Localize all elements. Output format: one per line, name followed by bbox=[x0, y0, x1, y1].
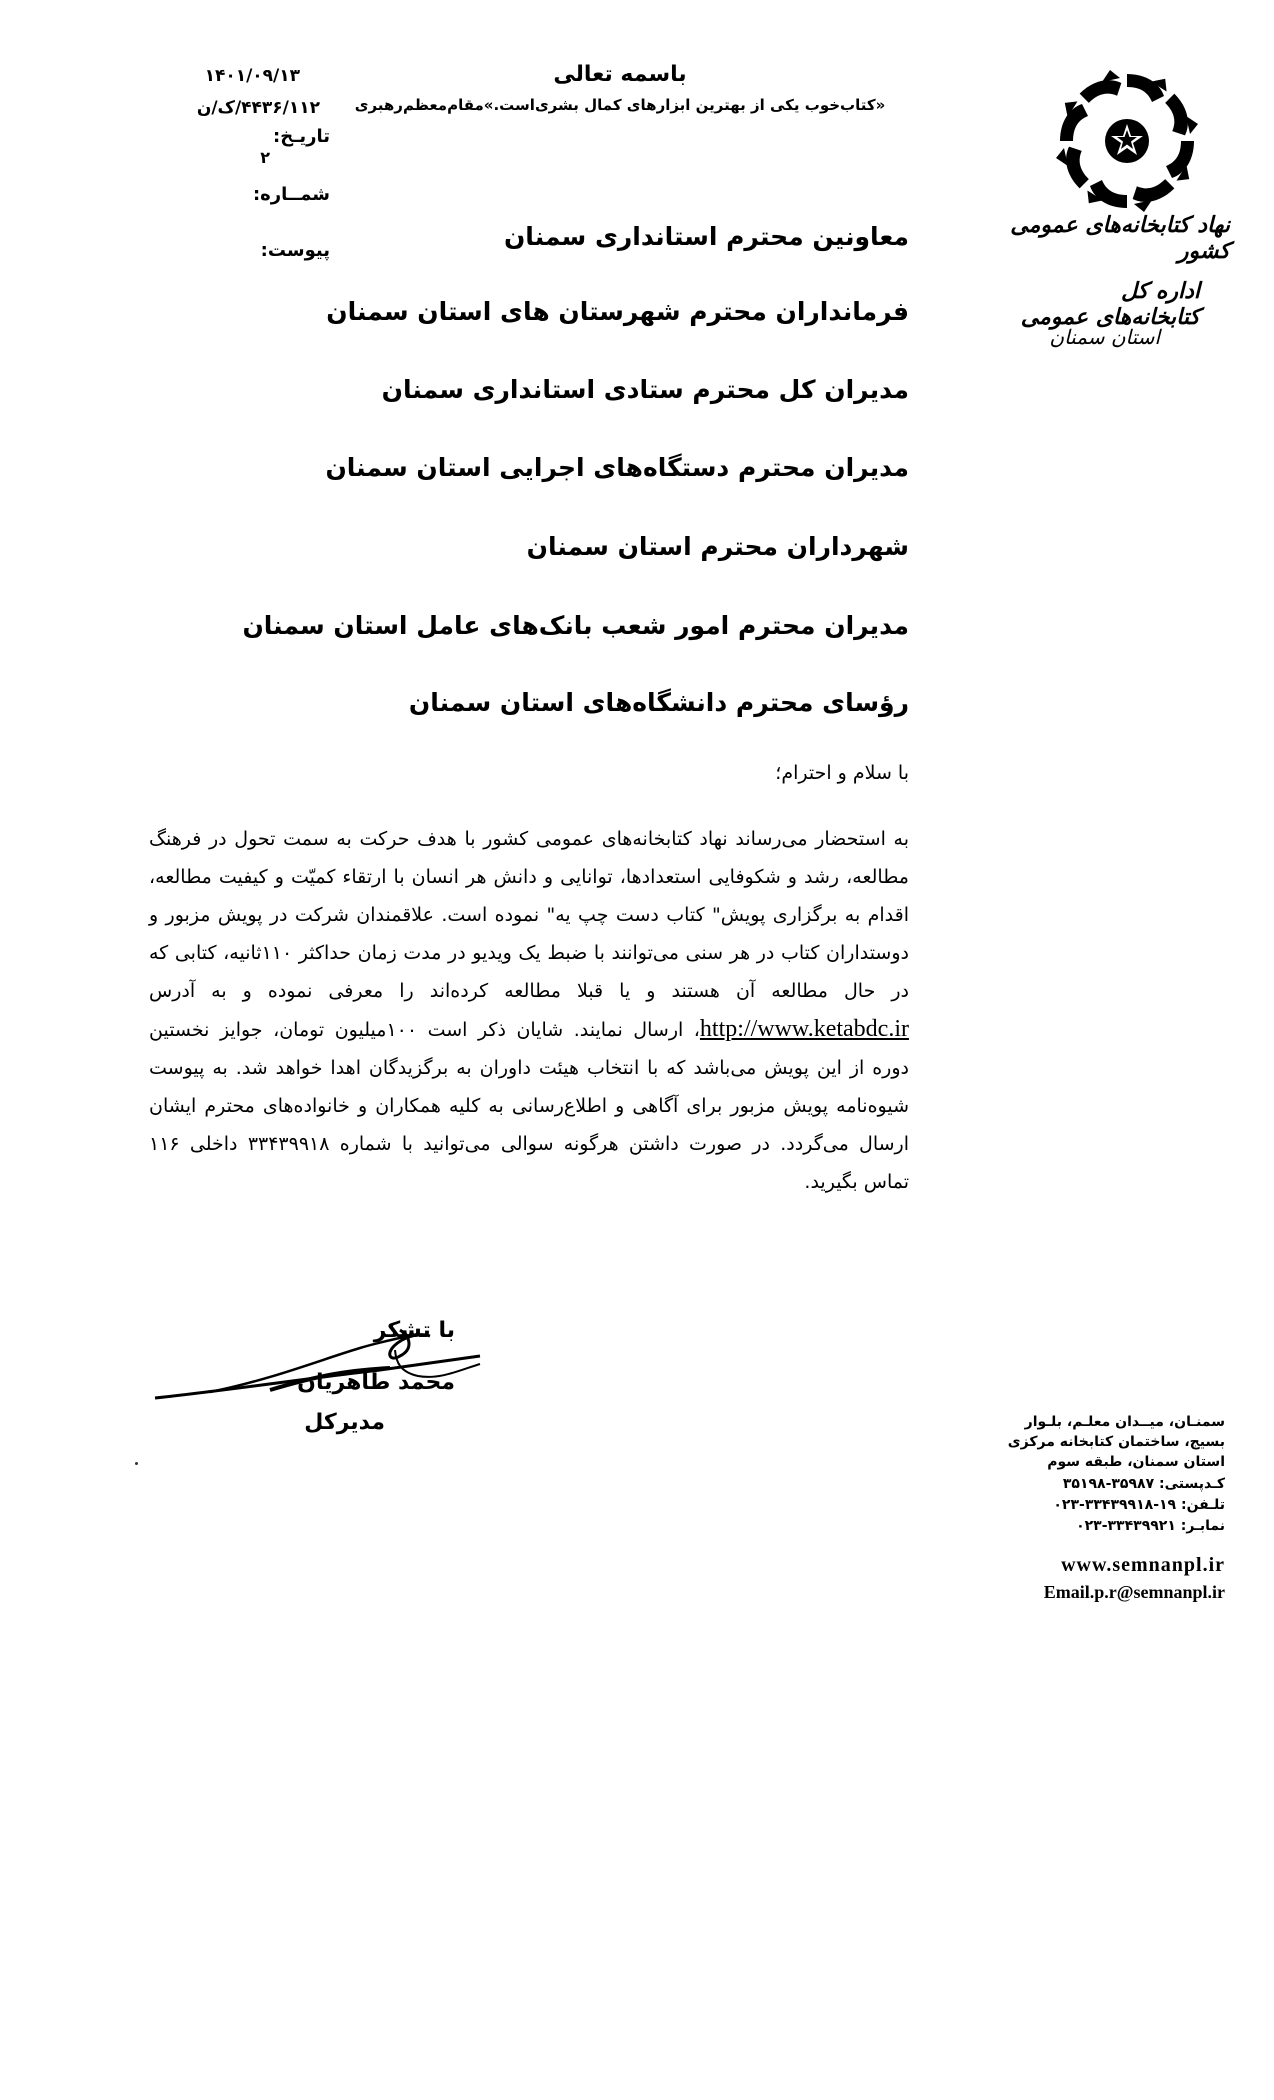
recipient-line: معاونین محترم استانداری سمنان bbox=[503, 222, 909, 251]
body-text-part2: ، ارسال نمایند. شایان ذکر است ۱۰۰میلیون تومان، جوایز نخستین دوره از این پویش می‌باشد که با انتخاب هیئت داوران به برگزیدگان اهدا خواهد شد. به پیوست شیوه‌نامه پویش مزبور برای آگاهی و اطلاع‌رسانی به کلیه همکاران و خانواده‌های محترم ایشان ارسال می‌گردد. در صورت داشتن هرگونه سوالی می‌توانید با شماره ۳۳۴۳۹۹۱۸ داخلی ۱۱۶ تماس بگیرید. bbox=[149, 1019, 910, 1193]
handwritten-signature-icon bbox=[150, 1320, 490, 1410]
recipient-line: شهرداران محترم استان سمنان bbox=[526, 532, 909, 561]
body-text-part1: به استحضار می‌رساند نهاد کتابخانه‌های عمومی کشور با هدف حرکت به سمت تحول در فرهنگ مطالعه، رشد و شکوفایی استعدادها، توانایی و دانش هر انسان با ارتقاء کمیّت و کیفیت مطالعه، اقدام به برگزاری پویش" کتاب دست چپ یه" نموده است. علاقمندان شرکت در پویش مزبور و دوستداران کتاب در هر سنی می‌توانند با ضبط یک ویدیو در مدت زمان حداکثر ۱۱۰ثانیه، کتابی که در حال مطالعه آن هستند و یا قبلا مطالعه کرده‌اند را معرفی نموده و به آدرس bbox=[149, 828, 909, 1002]
postal-code: کـدپستی: ۳۵۹۸۷-۳۵۱۹۸ bbox=[1062, 1476, 1225, 1492]
recipient-line: فرمانداران محترم شهرستان های استان سمنان bbox=[326, 297, 909, 326]
address-line: سمنـان، میــدان معلـم، بلـوار bbox=[1024, 1414, 1225, 1430]
meta-digit: ۲ bbox=[260, 148, 270, 167]
letter-number-value: ۴۴۳۶/۱۱۲/ک/ن bbox=[196, 98, 320, 118]
basmala: باسمه تعالی bbox=[553, 62, 687, 87]
attachment-label: پیوست: bbox=[260, 240, 330, 261]
phone-number: تلـفن: ۱۹-۳۳۴۳۹۹۱۸-۰۲۳ bbox=[1053, 1497, 1225, 1513]
recipient-line: مدیران کل محترم ستادی استانداری سمنان bbox=[381, 375, 909, 404]
date-value: ۱۴۰۱/۰۹/۱۳ bbox=[204, 66, 300, 86]
recipient-line: رؤسای محترم دانشگاه‌های استان سمنان bbox=[408, 688, 909, 717]
signer-title: مدیرکل bbox=[304, 1410, 385, 1435]
number-label: شمــاره: bbox=[252, 184, 330, 205]
org-name-general-office: اداره کل کتابخانه‌های عمومی bbox=[1020, 278, 1200, 330]
recipient-line: مدیران محترم دستگاه‌های اجرایی استان سمنان bbox=[325, 453, 909, 482]
fax-number: نمابـر: ۳۳۴۳۹۹۲۱-۰۲۳ bbox=[1076, 1518, 1225, 1534]
library-logo-icon bbox=[1052, 66, 1202, 216]
signer-name: محمد طاهریان bbox=[297, 1370, 455, 1395]
email-address[interactable]: Email.p.r@semnanpl.ir bbox=[1043, 1582, 1225, 1602]
scan-speck bbox=[135, 1462, 138, 1465]
leadership-quote: «کتاب‌خوب یکی از بهترین ابزارهای کمال بشری‌است.»مقام‌معظم‌رهبری bbox=[354, 96, 886, 114]
website-link[interactable]: http://www.ketabdc.ir bbox=[699, 1016, 909, 1042]
date-label: تاریـخ: bbox=[273, 126, 330, 147]
recipient-line: مدیران محترم امور شعب بانک‌های عامل استان سمنان bbox=[242, 611, 909, 640]
signature-thanks: با تشکر bbox=[373, 1318, 455, 1343]
org-name-national: نهاد کتابخانه‌های عمومی کشور bbox=[1010, 212, 1230, 264]
website-address[interactable]: www.semnanpl.ir bbox=[1061, 1554, 1225, 1576]
address-line: بسیج، ساختمان کتابخانه مرکزی bbox=[1007, 1434, 1225, 1450]
org-name-province: استان سمنان bbox=[1049, 325, 1160, 349]
letter-body bbox=[149, 820, 909, 1201]
address-line: استان سمنان، طبقه سوم bbox=[1047, 1454, 1225, 1470]
greeting: با سلام و احترام؛ bbox=[775, 762, 909, 784]
